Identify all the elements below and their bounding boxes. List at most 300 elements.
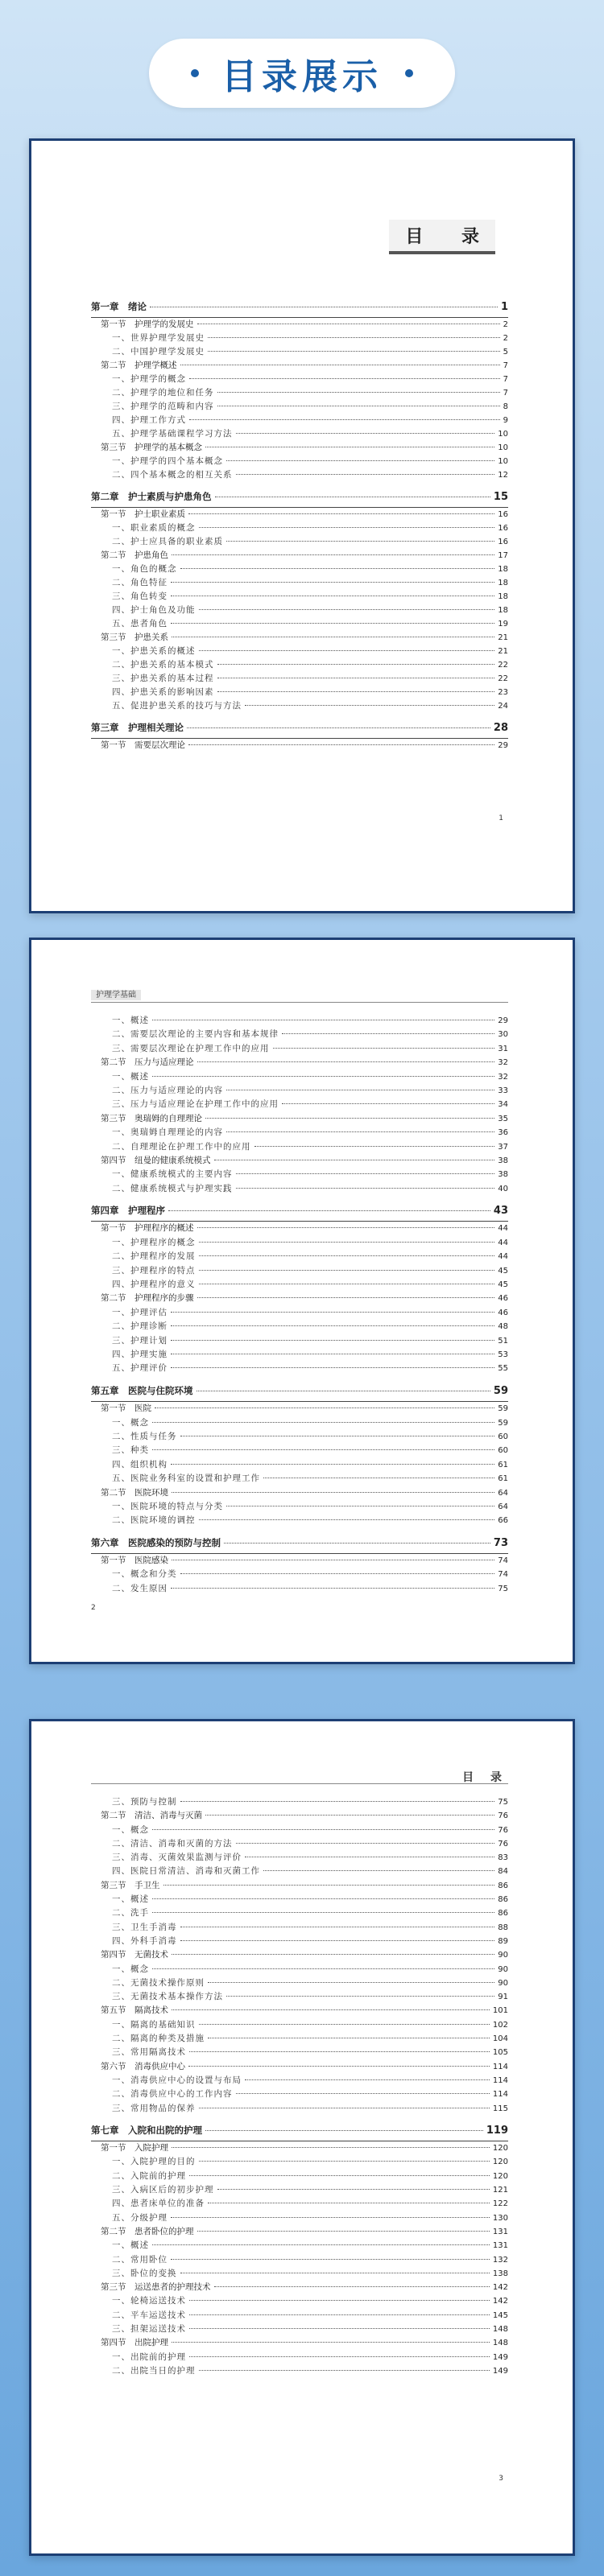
toc-item-row <box>91 686 508 699</box>
toc-page-number: 18 <box>498 579 508 587</box>
toc-item-row <box>91 386 508 400</box>
banner-title <box>149 39 455 108</box>
toc-item-row <box>91 1098 508 1111</box>
toc-page-number: 138 <box>492 2269 508 2278</box>
toc-page-number: 75 <box>498 1798 508 1807</box>
toc-page-number: 105 <box>492 2048 508 2058</box>
toc-item-row <box>91 2046 508 2059</box>
toc-page-number: 61 <box>498 1460 508 1469</box>
toc-entry-title: 二、清洁、消毒和灭菌的方法 <box>112 1838 233 1849</box>
toc-page-number: 90 <box>498 1951 508 1960</box>
dot-leader <box>189 2175 490 2176</box>
bullet-dot-left <box>191 69 199 77</box>
toc-page-number: 83 <box>498 1853 508 1863</box>
toc-page-number: 33 <box>498 1086 508 1095</box>
toc-item-row <box>91 2155 508 2169</box>
toc-section-row <box>91 1402 508 1416</box>
toc-page-number: 51 <box>498 1336 508 1346</box>
toc-section-row <box>91 2060 508 2074</box>
toc-item-row <box>91 1416 508 1430</box>
toc-item-row <box>91 563 508 576</box>
dot-leader <box>180 1801 495 1802</box>
toc-item-row <box>91 645 508 658</box>
toc-page-number: 46 <box>498 1308 508 1317</box>
toc-item-row <box>91 1140 508 1154</box>
toc-entry-title: 二、入院前的护理 <box>112 2170 186 2181</box>
toc-entry-title: 一、护理学的概念 <box>112 374 186 384</box>
dot-leader <box>236 2093 490 2094</box>
toc-entry-title: 第四节 出院护理 <box>101 2338 168 2348</box>
toc-page-number: 29 <box>498 1016 508 1025</box>
dot-leader <box>214 2286 490 2287</box>
toc-entry-title: 三、入病区后的初步护理 <box>112 2185 214 2195</box>
dot-leader <box>217 2189 490 2190</box>
toc-item-row <box>91 2239 508 2252</box>
toc-page-number: 130 <box>492 2213 508 2223</box>
dot-leader <box>152 1829 494 1830</box>
dot-leader <box>172 2009 490 2010</box>
toc-page-number: 91 <box>498 1993 508 2002</box>
dot-leader <box>171 2259 490 2260</box>
toc-entry-title: 二、出院当日的护理 <box>112 2365 196 2376</box>
toc-entry-title: 二、消毒供应中心的工作内容 <box>112 2089 233 2100</box>
dot-leader <box>199 2024 490 2025</box>
dot-leader <box>205 1815 494 1816</box>
toc-entry-title: 第二节 护患角色 <box>101 550 168 560</box>
toc-page-1 <box>29 138 575 913</box>
toc-item-row <box>91 1824 508 1837</box>
toc-page-number: 12 <box>498 471 508 480</box>
dot-leader <box>152 1912 494 1913</box>
dot-leader <box>217 392 500 393</box>
toc-page-number: 75 <box>498 1584 508 1593</box>
toc-entry-title: 四、护士角色及功能 <box>112 605 196 615</box>
toc-page-number: 59 <box>498 1418 508 1428</box>
toc-page-number: 114 <box>492 2062 508 2071</box>
toc-title: 目 录 <box>389 220 495 254</box>
toc-page-number: 86 <box>498 1881 508 1890</box>
toc-section-row <box>91 1809 508 1823</box>
toc-entry-title: 一、轮椅运送技术 <box>112 2296 186 2306</box>
toc-section-row <box>91 739 508 752</box>
toc-entry-title: 二、护患关系的基本模式 <box>112 660 214 670</box>
toc-entry-title: 二、医院环境的调控 <box>112 1515 196 1526</box>
toc-page-number: 66 <box>498 1516 508 1526</box>
toc-item-row <box>91 2102 508 2116</box>
toc-page-number: 120 <box>492 2158 508 2167</box>
dot-leader <box>171 1325 494 1326</box>
toc-entry-title: 一、健康系统模式的主要内容 <box>112 1169 233 1180</box>
dot-leader <box>226 1131 494 1132</box>
toc-page-number: 120 <box>492 2144 508 2154</box>
toc-item-row <box>91 332 508 345</box>
toc-item-row <box>91 1514 508 1527</box>
toc-page-3 <box>29 1719 575 2556</box>
dot-leader <box>205 1118 494 1119</box>
toc-page-number: 7 <box>503 361 508 370</box>
toc-entry-title: 二、护理程序的发展 <box>112 1251 196 1262</box>
toc-page-number: 115 <box>492 2104 508 2113</box>
toc-page-number: 145 <box>492 2310 508 2320</box>
dot-leader <box>187 727 490 728</box>
toc-page-number: 22 <box>498 674 508 683</box>
toc-entry-title: 五、护理评价 <box>112 1363 168 1374</box>
toc-page-number: 45 <box>498 1280 508 1290</box>
toc-section-row <box>91 1292 508 1305</box>
dot-leader <box>282 1033 494 1034</box>
toc-page-number: 74 <box>498 1556 508 1566</box>
toc-item-row <box>91 1182 508 1196</box>
toc-section-row <box>91 318 508 332</box>
toc-entry-title: 五、患者角色 <box>112 619 168 629</box>
toc-page-number: 10 <box>498 443 508 452</box>
toc-entry-title: 二、隔离的种类及措施 <box>112 2034 205 2044</box>
toc-item-row <box>91 2351 508 2364</box>
dot-leader <box>199 1242 495 1243</box>
dot-leader <box>171 582 494 583</box>
toc-page-number: 17 <box>498 551 508 560</box>
dot-leader <box>188 2066 490 2067</box>
toc-page-number: 46 <box>498 1294 508 1304</box>
dot-leader <box>197 1061 495 1062</box>
toc-page-number: 21 <box>498 647 508 656</box>
dot-leader <box>189 378 500 379</box>
toc-page-number: 28 <box>493 722 508 734</box>
dot-leader <box>171 2217 490 2218</box>
toc-section-row <box>91 1222 508 1235</box>
toc-item-row <box>91 1500 508 1514</box>
toc-page-number: 59 <box>498 1404 508 1414</box>
toc-entry-title: 五、分级护理 <box>112 2212 168 2223</box>
toc-entry-title: 五、护理学基础课程学习方法 <box>112 429 233 439</box>
toc-entry-title: 三、护理学的范畴和内容 <box>112 402 214 411</box>
dot-leader <box>172 2342 490 2343</box>
page-number: 2 <box>91 1604 96 1612</box>
toc-item-row <box>91 2309 508 2323</box>
toc-entry-title: 四、医院日常清洁、消毒和灭菌工作 <box>112 1866 260 1877</box>
toc-page-number: 149 <box>492 2352 508 2362</box>
toc-entry-title: 第六章 医院感染的预防与控制 <box>91 1536 221 1548</box>
dot-leader <box>180 1940 495 1941</box>
toc-section-row <box>91 1154 508 1168</box>
toc-entry-title: 三、护患关系的基本过程 <box>112 674 214 683</box>
dot-leader <box>199 1255 495 1256</box>
toc-item-row <box>91 455 508 468</box>
toc-entry-title: 四、护患关系的影响因素 <box>112 687 214 697</box>
toc-entry-title: 一、概念 <box>112 1824 149 1835</box>
toc-entry-title: 三、常用隔离技术 <box>112 2047 186 2058</box>
toc-entry-title: 一、职业素质的概念 <box>112 523 196 533</box>
dot-leader <box>171 1367 494 1368</box>
dot-leader <box>208 337 500 338</box>
dot-leader <box>163 1885 495 1886</box>
toc-entry-title: 二、无菌技术操作原则 <box>112 1977 205 1988</box>
toc-page-number: 142 <box>492 2297 508 2306</box>
toc-page-number: 34 <box>498 1100 508 1110</box>
toc-page-number: 120 <box>492 2171 508 2181</box>
toc-chapter-row <box>91 490 508 508</box>
toc-item-row <box>91 400 508 414</box>
toc-entry-title: 一、医院环境的特点与分类 <box>112 1501 223 1511</box>
toc-item-row <box>91 1306 508 1320</box>
dot-leader <box>236 1188 495 1189</box>
toc-page-number: 121 <box>492 2186 508 2195</box>
chapter-gap <box>91 1528 508 1536</box>
dot-leader <box>172 554 494 555</box>
toc-page-number: 114 <box>492 2075 508 2085</box>
toc-section-row <box>91 1554 508 1568</box>
toc-page-number: 76 <box>498 1811 508 1821</box>
toc-page-number: 44 <box>498 1238 508 1247</box>
dot-leader <box>224 1543 490 1544</box>
dot-leader <box>199 650 495 651</box>
dot-leader <box>152 1422 494 1423</box>
chapter-gap <box>91 713 508 721</box>
toc-item-row <box>91 699 508 713</box>
dot-leader <box>199 609 495 610</box>
toc-item-row <box>91 1430 508 1444</box>
toc-page-number: 131 <box>492 2227 508 2236</box>
dot-leader <box>208 351 500 352</box>
dot-leader <box>171 623 494 624</box>
dot-leader <box>236 1843 495 1844</box>
toc-entry-title: 第一节 医院感染 <box>101 1556 168 1566</box>
toc-item-row <box>91 1921 508 1935</box>
toc-page-number: 29 <box>498 741 508 750</box>
toc-item-row <box>91 468 508 482</box>
toc-entry-title: 第四节 纽曼的健康系统模式 <box>101 1155 211 1165</box>
toc-entry-title: 四、护理程序的意义 <box>112 1280 196 1290</box>
toc-item-row <box>91 1042 508 1056</box>
toc-item-row <box>91 521 508 535</box>
toc-section-row <box>91 549 508 563</box>
page-number: 1 <box>499 814 503 822</box>
toc-page-number: 31 <box>498 1044 508 1053</box>
dot-leader <box>180 568 495 569</box>
toc-item-row <box>91 1906 508 1920</box>
toc-entry-title: 二、常用卧位 <box>112 2254 168 2265</box>
dot-leader <box>205 2130 483 2131</box>
dot-leader <box>226 460 494 461</box>
toc-entry-title: 二、健康系统模式与护理实践 <box>112 1183 233 1193</box>
toc-entry-title: 一、角色的概念 <box>112 564 177 574</box>
toc-page-number: 64 <box>498 1488 508 1498</box>
toc-page-number: 18 <box>498 565 508 574</box>
toc-section-row <box>91 1879 508 1893</box>
toc-page-number: 8 <box>503 402 508 411</box>
toc-entry-title: 四、组织机构 <box>112 1459 168 1469</box>
toc-entry-title: 第六节 消毒供应中心 <box>101 2061 185 2071</box>
toc-item-row <box>91 2032 508 2046</box>
dot-leader <box>208 1982 494 1983</box>
dot-leader <box>217 664 495 665</box>
toc-section-row <box>91 2225 508 2239</box>
toc-entry-title: 四、护理实施 <box>112 1349 168 1359</box>
toc-page-number: 16 <box>498 524 508 533</box>
toc-list <box>91 300 508 752</box>
toc-item-row <box>91 1264 508 1278</box>
toc-list <box>91 1014 508 1596</box>
toc-page-number: 119 <box>486 2124 508 2137</box>
toc-page-number: 24 <box>498 702 508 711</box>
toc-entry-title: 一、隔离的基础知识 <box>112 2019 196 2030</box>
toc-entry-title: 第二节 护理学概述 <box>101 361 177 370</box>
dot-leader <box>226 1996 494 1997</box>
toc-page-number: 114 <box>492 2090 508 2100</box>
toc-item-row <box>91 1236 508 1250</box>
toc-page-number: 86 <box>498 1909 508 1919</box>
toc-chapter-row <box>91 2124 508 2141</box>
running-header <box>91 987 508 1003</box>
toc-entry-title: 三、护理程序的特点 <box>112 1265 196 1276</box>
toc-page-number: 84 <box>498 1867 508 1877</box>
toc-entry-title: 第三节 奥瑞姆的自理理论 <box>101 1113 202 1123</box>
toc-page-number: 10 <box>498 457 508 466</box>
toc-item-row <box>91 373 508 386</box>
toc-item-row <box>91 617 508 631</box>
toc-entry-title: 四、外科手消毒 <box>112 1935 177 1946</box>
toc-page-number: 132 <box>492 2255 508 2265</box>
toc-header: 目 录 <box>462 1771 508 1784</box>
dot-leader <box>199 527 495 528</box>
toc-item-row <box>91 1084 508 1098</box>
toc-entry-title: 第一节 医院 <box>101 1403 151 1414</box>
toc-page-number: 44 <box>498 1252 508 1262</box>
toc-page-number: 21 <box>498 633 508 642</box>
toc-section-row <box>91 2004 508 2018</box>
toc-item-row <box>91 2170 508 2183</box>
toc-item-row <box>91 1837 508 1851</box>
toc-page-number: 76 <box>498 1825 508 1835</box>
toc-entry-title: 第七章 入院和出院的护理 <box>91 2124 202 2136</box>
toc-chapter-row <box>91 1536 508 1554</box>
toc-entry-title: 第一章 绪论 <box>91 301 147 312</box>
toc-entry-title: 二、需要层次理论的主要内容和基本规律 <box>112 1029 279 1040</box>
toc-entry-title: 二、平车运送技术 <box>112 2310 186 2320</box>
toc-page-number: 18 <box>498 606 508 615</box>
toc-page-number: 90 <box>498 1964 508 1974</box>
toc-entry-title: 二、自理理论在护理工作中的应用 <box>112 1141 251 1152</box>
toc-item-row <box>91 2183 508 2197</box>
toc-entry-title: 一、奥瑞姆自理理论的内容 <box>112 1127 223 1138</box>
toc-entry-title: 第一节 护理学的发展史 <box>101 319 194 329</box>
toc-entry-title: 第二节 医院环境 <box>101 1487 168 1498</box>
dot-leader <box>152 1968 494 1969</box>
toc-page-number: 142 <box>492 2283 508 2293</box>
dot-leader <box>197 2231 490 2232</box>
page-number: 3 <box>499 2475 503 2483</box>
toc-item-row <box>91 1990 508 2004</box>
dot-leader <box>189 2300 490 2301</box>
toc-item-row <box>91 1444 508 1457</box>
toc-item-row <box>91 1028 508 1041</box>
toc-entry-title: 三、无菌技术基本操作方法 <box>112 1992 223 2002</box>
toc-item-row <box>91 1014 508 1028</box>
toc-section-row <box>91 2141 508 2155</box>
toc-page-number: 5 <box>503 348 508 357</box>
dot-leader <box>197 1297 495 1298</box>
toc-entry-title: 一、概述 <box>112 1071 149 1082</box>
dot-leader <box>199 2161 490 2162</box>
toc-item-row <box>91 2267 508 2281</box>
toc-entry-title: 二、四个基本概念的相互关系 <box>112 470 233 480</box>
toc-entry-title: 三、种类 <box>112 1445 149 1456</box>
toc-section-row <box>91 631 508 645</box>
toc-item-row <box>91 590 508 604</box>
toc-item-row <box>91 1935 508 1948</box>
toc-page-number: 18 <box>498 592 508 601</box>
banner-title-text: 目录展示 <box>221 56 383 97</box>
dot-leader <box>236 433 495 434</box>
toc-entry-title: 第二节 护理程序的步骤 <box>101 1293 194 1304</box>
dot-leader <box>254 1146 495 1147</box>
toc-page-number: 43 <box>493 1205 508 1218</box>
chapter-gap <box>91 2116 508 2124</box>
toc-section-row <box>91 2336 508 2350</box>
toc-entry-title: 第二节 压力与适应理论 <box>101 1057 194 1068</box>
toc-entry-title: 二、护理诊断 <box>112 1321 168 1332</box>
chapter-gap <box>91 482 508 490</box>
dot-leader <box>245 2079 490 2080</box>
toc-entry-title: 一、护理评估 <box>112 1307 168 1317</box>
chapter-gap <box>91 1196 508 1204</box>
toc-entry-title: 三、消毒、灭菌效果监测与评价 <box>112 1853 242 1863</box>
toc-item-row <box>91 345 508 359</box>
book-title: 护理学基础 <box>91 990 141 1000</box>
toc-entry-title: 一、概述 <box>112 1894 149 1905</box>
dot-leader <box>199 1270 495 1271</box>
toc-entry-title: 三、担架运送技术 <box>112 2323 186 2334</box>
toc-page-number: 60 <box>498 1446 508 1456</box>
toc-item-row <box>91 658 508 672</box>
toc-entry-title: 三、护理计划 <box>112 1335 168 1346</box>
dot-leader <box>273 1048 495 1049</box>
toc-entry-title: 第一节 入院护理 <box>101 2143 168 2154</box>
toc-item-row <box>91 1851 508 1865</box>
toc-item-row <box>91 2323 508 2336</box>
toc-item-row <box>91 1976 508 1990</box>
toc-page-number: 22 <box>498 661 508 670</box>
toc-page-number: 2 <box>503 334 508 343</box>
toc-chapter-row <box>91 721 508 739</box>
toc-entry-title: 第四章 护理程序 <box>91 1205 165 1217</box>
toc-entry-title: 第三节 护理学的基本概念 <box>101 443 202 452</box>
toc-page-number: 61 <box>498 1474 508 1484</box>
toc-item-row <box>91 1582 508 1596</box>
toc-section-row <box>91 508 508 521</box>
toc-entry-title: 四、患者床单位的准备 <box>112 2199 205 2209</box>
toc-entry-title: 一、世界护理学发展史 <box>112 333 205 343</box>
toc-entry-title: 第二节 患者卧位的护理 <box>101 2226 194 2236</box>
dot-leader <box>217 691 495 692</box>
toc-entry-title: 一、入院护理的目的 <box>112 2157 196 2167</box>
toc-entry-title: 一、概述 <box>112 1016 149 1025</box>
toc-item-row <box>91 576 508 590</box>
toc-entry-title: 一、护患关系的概述 <box>112 646 196 656</box>
toc-entry-title: 二、压力与适应理论的内容 <box>112 1085 223 1095</box>
toc-page-number: 76 <box>498 1839 508 1849</box>
toc-page-number: 7 <box>503 375 508 384</box>
toc-page-number: 148 <box>492 2339 508 2348</box>
dot-leader <box>236 1173 495 1174</box>
toc-item-row <box>91 1070 508 1084</box>
toc-item-row <box>91 1795 508 1809</box>
toc-page-number: 30 <box>498 1030 508 1040</box>
toc-entry-title: 二、角色特征 <box>112 578 168 587</box>
toc-page-number: 1 <box>500 301 508 313</box>
toc-item-row <box>91 604 508 617</box>
toc-entry-title: 第一节 需要层次理论 <box>101 740 185 750</box>
